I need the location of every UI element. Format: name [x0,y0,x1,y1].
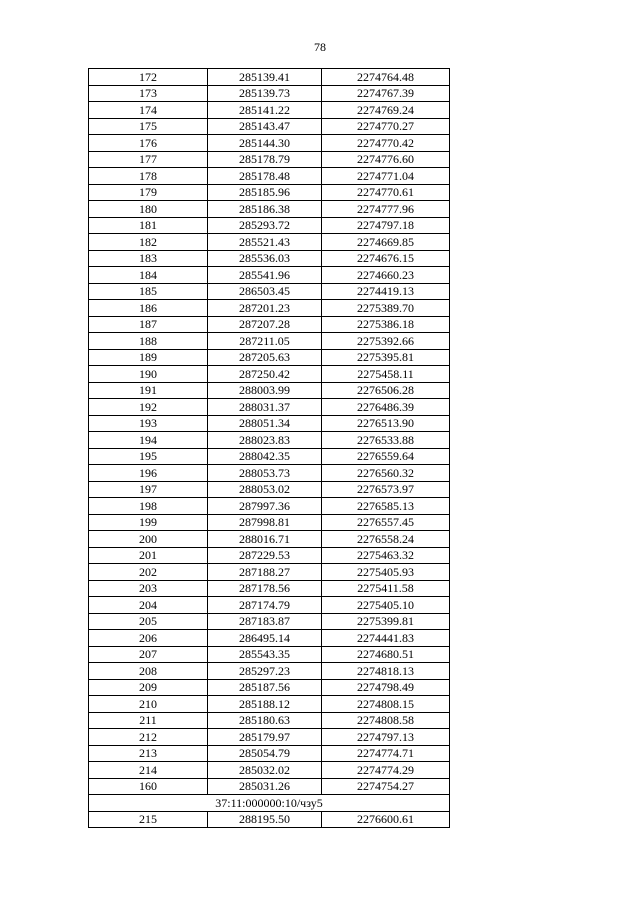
x-coordinate-cell: 288053.02 [208,481,322,498]
y-coordinate-cell: 2275386.18 [322,316,450,333]
y-coordinate-cell: 2276558.24 [322,531,450,548]
y-coordinate-cell: 2274776.60 [322,151,450,168]
table-row [89,745,450,762]
y-coordinate-cell: 2274798.49 [322,679,450,696]
y-coordinate-cell: 2276573.97 [322,481,450,498]
table-row [89,234,450,251]
point-number-cell: 203 [89,580,208,597]
point-number-cell: 209 [89,679,208,696]
table-row [89,432,450,449]
coordinates-table-body [89,69,450,828]
x-coordinate-cell: 287183.87 [208,613,322,630]
table-row [89,564,450,581]
y-coordinate-cell: 2275405.10 [322,597,450,614]
table-row [89,580,450,597]
table-row [89,151,450,168]
point-number-cell: 191 [89,382,208,399]
table-row [89,267,450,284]
x-coordinate-cell: 288195.50 [208,811,322,828]
table-row [89,465,450,482]
point-number-cell: 160 [89,778,208,795]
y-coordinate-cell: 2276533.88 [322,432,450,449]
point-number-cell: 174 [89,102,208,119]
section-label: 37:11:000000:10/чзу5 [89,795,450,812]
y-coordinate-cell: 2276486.39 [322,399,450,416]
point-number-cell: 199 [89,514,208,531]
x-coordinate-cell: 287188.27 [208,564,322,581]
y-coordinate-cell: 2274769.24 [322,102,450,119]
table-row [89,729,450,746]
y-coordinate-cell: 2276506.28 [322,382,450,399]
y-coordinate-cell: 2274441.83 [322,630,450,647]
table-row [89,498,450,515]
x-coordinate-cell: 285180.63 [208,712,322,729]
point-number-cell: 197 [89,481,208,498]
y-coordinate-cell: 2276585.13 [322,498,450,515]
y-coordinate-cell: 2276600.61 [322,811,450,828]
x-coordinate-cell: 288023.83 [208,432,322,449]
x-coordinate-cell: 287205.63 [208,349,322,366]
y-coordinate-cell: 2276513.90 [322,415,450,432]
point-number-cell: 185 [89,283,208,300]
x-coordinate-cell: 285297.23 [208,663,322,680]
x-coordinate-cell: 287229.53 [208,547,322,564]
y-coordinate-cell: 2274419.13 [322,283,450,300]
point-number-cell: 200 [89,531,208,548]
point-number-cell: 208 [89,663,208,680]
y-coordinate-cell: 2275458.11 [322,366,450,383]
point-number-cell: 192 [89,399,208,416]
x-coordinate-cell: 287201.23 [208,300,322,317]
x-coordinate-cell: 285521.43 [208,234,322,251]
table-row [89,811,450,828]
y-coordinate-cell: 2274669.85 [322,234,450,251]
point-number-cell: 214 [89,762,208,779]
point-number-cell: 187 [89,316,208,333]
table-row [89,663,450,680]
table-row [89,283,450,300]
table-row [89,201,450,218]
x-coordinate-cell: 285139.73 [208,85,322,102]
x-coordinate-cell: 285141.22 [208,102,322,119]
x-coordinate-cell: 288042.35 [208,448,322,465]
section-row [89,795,450,812]
x-coordinate-cell: 285054.79 [208,745,322,762]
x-coordinate-cell: 287997.36 [208,498,322,515]
x-coordinate-cell: 285543.35 [208,646,322,663]
table-row [89,597,450,614]
y-coordinate-cell: 2274770.61 [322,184,450,201]
page-number: 78 [314,40,326,54]
x-coordinate-cell: 285293.72 [208,217,322,234]
y-coordinate-cell: 2275392.66 [322,333,450,350]
point-number-cell: 177 [89,151,208,168]
point-number-cell: 213 [89,745,208,762]
x-coordinate-cell: 285186.38 [208,201,322,218]
x-coordinate-cell: 287211.05 [208,333,322,350]
table-row [89,250,450,267]
point-number-cell: 188 [89,333,208,350]
table-row [89,366,450,383]
y-coordinate-cell: 2274754.27 [322,778,450,795]
y-coordinate-cell: 2275399.81 [322,613,450,630]
y-coordinate-cell: 2276559.64 [322,448,450,465]
point-number-cell: 202 [89,564,208,581]
point-number-cell: 195 [89,448,208,465]
point-number-cell: 181 [89,217,208,234]
x-coordinate-cell: 285032.02 [208,762,322,779]
x-coordinate-cell: 285187.56 [208,679,322,696]
table-row [89,333,450,350]
y-coordinate-cell: 2276560.32 [322,465,450,482]
x-coordinate-cell: 285139.41 [208,69,322,86]
table-row [89,613,450,630]
table-row [89,300,450,317]
point-number-cell: 190 [89,366,208,383]
x-coordinate-cell: 287207.28 [208,316,322,333]
x-coordinate-cell: 286503.45 [208,283,322,300]
table-row [89,547,450,564]
x-coordinate-cell: 288051.34 [208,415,322,432]
point-number-cell: 206 [89,630,208,647]
point-number-cell: 182 [89,234,208,251]
x-coordinate-cell: 285178.79 [208,151,322,168]
y-coordinate-cell: 2275389.70 [322,300,450,317]
y-coordinate-cell: 2276557.45 [322,514,450,531]
y-coordinate-cell: 2275463.32 [322,547,450,564]
y-coordinate-cell: 2274797.13 [322,729,450,746]
x-coordinate-cell: 286495.14 [208,630,322,647]
table-row [89,762,450,779]
point-number-cell: 183 [89,250,208,267]
table-row [89,102,450,119]
y-coordinate-cell: 2274770.42 [322,135,450,152]
table-row [89,85,450,102]
table-row [89,679,450,696]
y-coordinate-cell: 2274660.23 [322,267,450,284]
x-coordinate-cell: 285188.12 [208,696,322,713]
point-number-cell: 207 [89,646,208,663]
x-coordinate-cell: 288031.37 [208,399,322,416]
x-coordinate-cell: 288053.73 [208,465,322,482]
table-row [89,168,450,185]
table-row [89,69,450,86]
y-coordinate-cell: 2274676.15 [322,250,450,267]
y-coordinate-cell: 2274818.13 [322,663,450,680]
x-coordinate-cell: 287998.81 [208,514,322,531]
y-coordinate-cell: 2274797.18 [322,217,450,234]
table-row [89,135,450,152]
table-row [89,349,450,366]
table-row [89,696,450,713]
y-coordinate-cell: 2274808.58 [322,712,450,729]
table-row [89,514,450,531]
point-number-cell: 179 [89,184,208,201]
table-row [89,630,450,647]
x-coordinate-cell: 288016.71 [208,531,322,548]
point-number-cell: 211 [89,712,208,729]
point-number-cell: 201 [89,547,208,564]
x-coordinate-cell: 287250.42 [208,366,322,383]
y-coordinate-cell: 2274808.15 [322,696,450,713]
table-row [89,399,450,416]
table-row [89,382,450,399]
y-coordinate-cell: 2275395.81 [322,349,450,366]
point-number-cell: 184 [89,267,208,284]
point-number-cell: 205 [89,613,208,630]
point-number-cell: 173 [89,85,208,102]
point-number-cell: 194 [89,432,208,449]
x-coordinate-cell: 285536.03 [208,250,322,267]
table-row [89,778,450,795]
table-row [89,415,450,432]
table-row [89,316,450,333]
y-coordinate-cell: 2274774.29 [322,762,450,779]
table-row [89,118,450,135]
point-number-cell: 212 [89,729,208,746]
point-number-cell: 196 [89,465,208,482]
table-row [89,184,450,201]
y-coordinate-cell: 2274777.96 [322,201,450,218]
point-number-cell: 204 [89,597,208,614]
x-coordinate-cell: 285031.26 [208,778,322,795]
y-coordinate-cell: 2274767.39 [322,85,450,102]
y-coordinate-cell: 2274771.04 [322,168,450,185]
point-number-cell: 180 [89,201,208,218]
table-row [89,217,450,234]
table-row [89,531,450,548]
point-number-cell: 176 [89,135,208,152]
x-coordinate-cell: 285144.30 [208,135,322,152]
point-number-cell: 215 [89,811,208,828]
point-number-cell: 175 [89,118,208,135]
x-coordinate-cell: 288003.99 [208,382,322,399]
point-number-cell: 210 [89,696,208,713]
y-coordinate-cell: 2275405.93 [322,564,450,581]
y-coordinate-cell: 2275411.58 [322,580,450,597]
x-coordinate-cell: 285143.47 [208,118,322,135]
point-number-cell: 178 [89,168,208,185]
table-row [89,448,450,465]
x-coordinate-cell: 287174.79 [208,597,322,614]
point-number-cell: 193 [89,415,208,432]
point-number-cell: 172 [89,69,208,86]
y-coordinate-cell: 2274680.51 [322,646,450,663]
x-coordinate-cell: 285185.96 [208,184,322,201]
x-coordinate-cell: 285179.97 [208,729,322,746]
point-number-cell: 189 [89,349,208,366]
table-row [89,481,450,498]
point-number-cell: 186 [89,300,208,317]
y-coordinate-cell: 2274774.71 [322,745,450,762]
point-number-cell: 198 [89,498,208,515]
table-row [89,646,450,663]
coordinates-table [88,68,450,828]
x-coordinate-cell: 285178.48 [208,168,322,185]
table-row [89,712,450,729]
y-coordinate-cell: 2274770.27 [322,118,450,135]
x-coordinate-cell: 287178.56 [208,580,322,597]
x-coordinate-cell: 285541.96 [208,267,322,284]
y-coordinate-cell: 2274764.48 [322,69,450,86]
